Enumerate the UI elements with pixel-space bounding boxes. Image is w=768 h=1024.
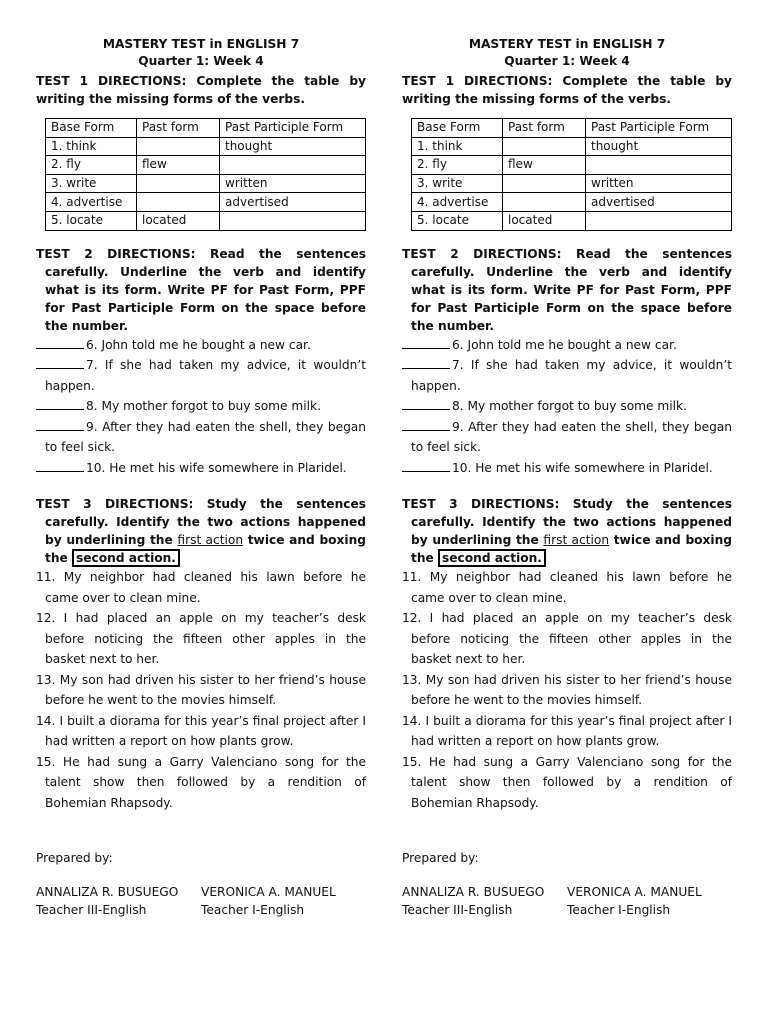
signatories [36, 883, 366, 919]
table-row [412, 193, 732, 212]
table-cell: flew [503, 156, 586, 175]
item-text: 7. If she had taken my advice, it wouldn’t happen. [411, 358, 732, 393]
table-row [46, 174, 366, 193]
test2-item [36, 396, 366, 417]
test3-directions [402, 495, 732, 567]
page-subtitle: Quarter 1: Week 4 [504, 54, 630, 68]
table-header: Base Form [412, 119, 503, 138]
table-header: Past form [137, 119, 220, 138]
test3-item: 11. My neighbor had cleaned his lawn before he came over to clean mine. [402, 570, 732, 605]
signatory-role: Teacher III-English [36, 903, 147, 918]
item-text: 10. He met his wife somewhere in Plaridel. [452, 460, 713, 475]
test2-item [36, 458, 366, 479]
test2-item [402, 335, 732, 356]
table-cell: 3. write [412, 174, 503, 193]
table-cell[interactable] [503, 137, 586, 156]
test2-item [402, 396, 732, 417]
signatory-role: Teacher I-English [567, 903, 671, 918]
item-text: 9. After they had eaten the shell, they began to feel sick. [411, 419, 732, 455]
answer-blank[interactable] [402, 418, 450, 431]
signatory-name: VERONICA A. MANUEL [567, 885, 702, 900]
test3-directions-text: twice and boxing the [45, 533, 366, 566]
table-cell[interactable] [137, 193, 220, 212]
table-header: Past Participle Form [220, 119, 366, 138]
test2-item [36, 417, 366, 458]
item-text: 6. John told me he bought a new car. [452, 337, 677, 352]
verb-forms-table [411, 118, 732, 231]
table-cell[interactable] [503, 193, 586, 212]
test3-directions-text: TEST 3 DIRECTIONS: Study the sentences carefully. Identify the two actions happened by underlining the [402, 497, 732, 548]
table-header-row [412, 119, 732, 138]
table-cell: 1. think [412, 137, 503, 156]
table-header: Past Participle Form [586, 119, 732, 138]
test2-item [36, 335, 366, 356]
table-cell: 2. fly [412, 156, 503, 175]
test3-directions-text: TEST 3 DIRECTIONS: Study the sentences carefully. Identify the two actions happened by underlining the [36, 497, 366, 548]
signatory-name: ANNALIZA R. BUSUEGO [402, 885, 545, 900]
test2-section [36, 245, 366, 479]
test3-section [36, 495, 366, 813]
item-text: 9. After they had eaten the shell, they began to feel sick. [45, 419, 366, 455]
test1-directions: TEST 1 DIRECTIONS: Complete the table by writing the missing forms of the verbs. [36, 74, 366, 106]
page-title: MASTERY TEST in ENGLISH 7 [468, 37, 666, 51]
test2-section [402, 245, 732, 479]
table-row [46, 156, 366, 175]
test3-item: 15. He had sung a Garry Valenciano song for the talent show then followed by a rendition of Bohemian Rhapsody. [402, 754, 732, 810]
table-header: Past form [503, 119, 586, 138]
table-row [412, 211, 732, 230]
test3-directions-text: twice and boxing the [411, 533, 732, 566]
answer-blank[interactable] [36, 397, 84, 410]
page-subtitle: Quarter 1: Week 4 [138, 54, 264, 68]
answer-blank[interactable] [36, 356, 84, 369]
signatory-name: VERONICA A. MANUEL [201, 885, 336, 900]
table-cell: advertised [220, 193, 366, 212]
second-action-example: second action. [438, 549, 546, 567]
first-action-example: first action [543, 533, 610, 548]
table-cell: 2. fly [46, 156, 137, 175]
table-row [412, 156, 732, 175]
verb-forms-table [45, 118, 366, 231]
item-text: 8. My mother forgot to buy some milk. [452, 399, 687, 414]
test2-directions: TEST 2 DIRECTIONS: Read the sentences carefully. Underline the verb and identify what is its form. Write PF for Past Form, PPF for Past Participle Form on the space before the number. [36, 246, 366, 333]
table-cell: 4. advertise [412, 193, 503, 212]
test3-item: 14. I built a diorama for this year’s final project after I had written a report on how plants grow. [36, 713, 366, 749]
second-action-example: second action. [72, 549, 180, 567]
answer-blank[interactable] [402, 397, 450, 410]
table-cell[interactable] [137, 174, 220, 193]
answer-blank[interactable] [402, 356, 450, 369]
table-cell: thought [220, 137, 366, 156]
item-text: 6. John told me he bought a new car. [86, 337, 311, 352]
table-row [412, 174, 732, 193]
answer-blank[interactable] [36, 336, 84, 349]
table-row [46, 137, 366, 156]
test3-directions [36, 495, 366, 567]
item-text: 7. If she had taken my advice, it wouldn’t happen. [45, 358, 366, 393]
signatories [402, 883, 732, 919]
prepared-by-label: Prepared by: [36, 851, 113, 866]
signatory [36, 883, 201, 919]
test2-item [36, 355, 366, 396]
signatory-role: Teacher I-English [201, 903, 305, 918]
answer-blank[interactable] [402, 459, 450, 472]
item-text: 8. My mother forgot to buy some milk. [86, 399, 321, 414]
table-cell[interactable] [586, 211, 732, 230]
item-text: 10. He met his wife somewhere in Plaridel. [86, 460, 347, 475]
table-cell: 1. think [46, 137, 137, 156]
table-cell[interactable] [586, 156, 732, 175]
table-cell: located [503, 211, 586, 230]
test2-item [402, 458, 732, 479]
table-cell: advertised [586, 193, 732, 212]
signatory [567, 883, 732, 919]
test2-item [402, 417, 732, 458]
worksheet-copy-left [36, 36, 366, 919]
signatory [201, 883, 366, 919]
table-cell: thought [586, 137, 732, 156]
answer-blank[interactable] [402, 336, 450, 349]
table-cell: written [586, 174, 732, 193]
table-cell: 4. advertise [46, 193, 137, 212]
table-cell[interactable] [220, 156, 366, 175]
table-cell: 5. locate [46, 211, 137, 230]
table-cell: 5. locate [412, 211, 503, 230]
test3-item: 14. I built a diorama for this year’s final project after I had written a report on how plants grow. [402, 713, 732, 749]
table-header-row [46, 119, 366, 138]
test3-section [402, 495, 732, 813]
answer-blank[interactable] [36, 459, 84, 472]
table-cell[interactable] [503, 174, 586, 193]
table-cell: 3. write [46, 174, 137, 193]
table-cell: flew [137, 156, 220, 175]
first-action-example: first action [177, 533, 244, 548]
table-row [412, 137, 732, 156]
table-cell: written [220, 174, 366, 193]
test2-directions: TEST 2 DIRECTIONS: Read the sentences carefully. Underline the verb and identify what is its form. Write PF for Past Form, PPF for Past Participle Form on the space before the number. [402, 246, 732, 333]
page-title: MASTERY TEST in ENGLISH 7 [102, 37, 300, 51]
answer-blank[interactable] [36, 418, 84, 431]
test3-item: 12. I had placed an apple on my teacher’s desk before noticing the fifteen other apples in the basket next to her. [36, 611, 366, 667]
signatory-role: Teacher III-English [402, 903, 513, 918]
table-cell[interactable] [137, 137, 220, 156]
table-header: Base Form [46, 119, 137, 138]
signatory-name: ANNALIZA R. BUSUEGO [36, 885, 179, 900]
test2-item [402, 355, 732, 396]
test3-item: 13. My son had driven his sister to her friend’s house before he went to the movies himself. [36, 672, 366, 708]
test3-item: 11. My neighbor had cleaned his lawn before he came over to clean mine. [36, 570, 366, 605]
test1-directions: TEST 1 DIRECTIONS: Complete the table by writing the missing forms of the verbs. [402, 74, 732, 106]
test3-item: 12. I had placed an apple on my teacher’s desk before noticing the fifteen other apples in the basket next to her. [402, 611, 732, 667]
test3-item: 15. He had sung a Garry Valenciano song for the talent show then followed by a rendition of Bohemian Rhapsody. [36, 754, 366, 810]
table-row [46, 211, 366, 230]
table-cell[interactable] [220, 211, 366, 230]
worksheet-copy-right [402, 36, 732, 919]
table-cell: located [137, 211, 220, 230]
test3-item: 13. My son had driven his sister to her friend’s house before he went to the movies himself. [402, 672, 732, 708]
signatory [402, 883, 567, 919]
prepared-by-label: Prepared by: [402, 851, 479, 866]
table-row [46, 193, 366, 212]
